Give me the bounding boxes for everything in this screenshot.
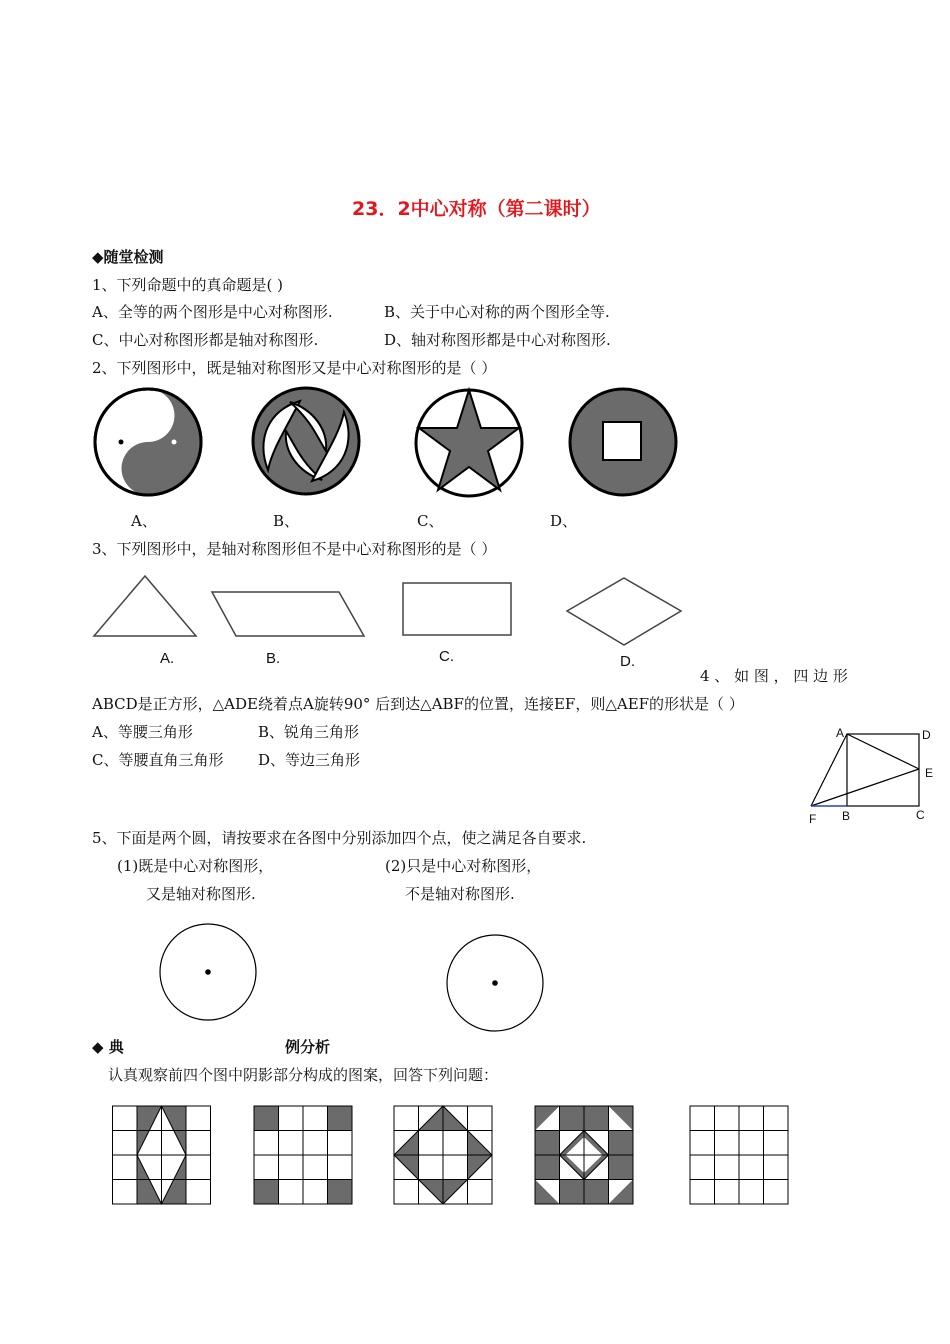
q2-label-c: C、 (417, 512, 444, 530)
q3-figures (0, 570, 950, 660)
section2-intro: 认真观察前四个图中阴影部分构成的图案，回答下列问题： (108, 1066, 499, 1084)
q4-option-d: D、等边三角形 (258, 751, 361, 769)
square-hole-circle-figure (570, 389, 676, 495)
rhombus-figure (567, 578, 681, 645)
q1-option-a: A、全等的两个图形是中心对称图形. (92, 303, 333, 321)
q3-label-d: D. (620, 653, 635, 670)
section-heading-example-part2: 例分析 (285, 1038, 331, 1056)
q4-point-c: C (916, 808, 925, 822)
q4-option-b: B、锐角三角形 (258, 723, 360, 741)
yin-yang-figure (95, 389, 201, 495)
q4-stem-start: 4 、 如 图 ， 四 边 形 (700, 667, 848, 685)
q5-stem: 5、下面是两个圆，请按要求在各图中分别添加四个点，使之满足各自要求. (92, 829, 587, 847)
star-circle-figure (416, 390, 522, 496)
parallelogram-figure (212, 592, 364, 636)
q1-option-b: B、关于中心对称的两个图形全等. (384, 303, 610, 321)
q5-req1-line1: (1)既是中心对称图形， (117, 857, 274, 875)
q1-option-d: D、轴对称图形都是中心对称图形. (384, 331, 611, 349)
q2-figures (0, 385, 950, 525)
pattern-grids (0, 1100, 950, 1210)
q1-stem: 1、下列命题中的真命题是( ) (92, 276, 284, 294)
q4-point-f: F (809, 812, 817, 826)
q4-point-d: D (922, 728, 931, 742)
q4-option-a: A、等腰三角形 (92, 723, 193, 741)
pattern-grid-1 (113, 1106, 211, 1204)
q5-req2-line1: (2)只是中心对称图形， (385, 857, 542, 875)
q5-circles (0, 920, 950, 1040)
pattern-grid-3 (394, 1106, 492, 1204)
q4-square-figure (0, 725, 950, 825)
q4-stem-cont: ABCD是正方形，△ADE绕着点A旋转90° 后到达△ABF的位置，连接EF，则△AEF的形状是（ ） (92, 695, 744, 713)
q2-stem: 2、下列图形中，既是轴对称图形又是中心对称图形的是（ ） (92, 359, 497, 377)
pattern-grid-4 (535, 1106, 633, 1204)
q3-label-a: A. (160, 650, 175, 667)
q2-label-b: B、 (273, 512, 300, 530)
section-heading-practice: ◆随堂检测 (92, 248, 164, 266)
q5-req2-line2: 不是轴对称图形. (405, 885, 515, 903)
circle-one (160, 924, 256, 1020)
q3-stem: 3、下列图形中，是轴对称图形但不是中心对称图形的是（ ） (92, 540, 497, 558)
pattern-grid-5-blank (690, 1106, 788, 1204)
section-heading-example-part1: ◆ 典 (92, 1038, 124, 1056)
q4-point-a: A (836, 726, 845, 740)
q1-option-c: C、中心对称图形都是轴对称图形. (92, 331, 319, 349)
crescent-circle-figure (253, 388, 359, 494)
circle-two (447, 935, 543, 1031)
q5-req1-line2: 又是轴对称图形. (146, 885, 256, 903)
q4-point-b: B (842, 809, 851, 823)
rectangle-figure (403, 583, 511, 635)
q3-label-c: C. (439, 648, 454, 665)
q4-option-c: C、等腰直角三角形 (92, 751, 224, 769)
q4-point-e: E (925, 766, 934, 780)
pattern-grid-2 (254, 1106, 352, 1204)
q2-label-a: A、 (131, 512, 157, 530)
page-title: 23．2中心对称（第二课时） (352, 198, 601, 220)
q2-label-d: D、 (550, 512, 578, 530)
triangle-figure (94, 576, 196, 636)
q3-label-b: B. (266, 650, 281, 667)
